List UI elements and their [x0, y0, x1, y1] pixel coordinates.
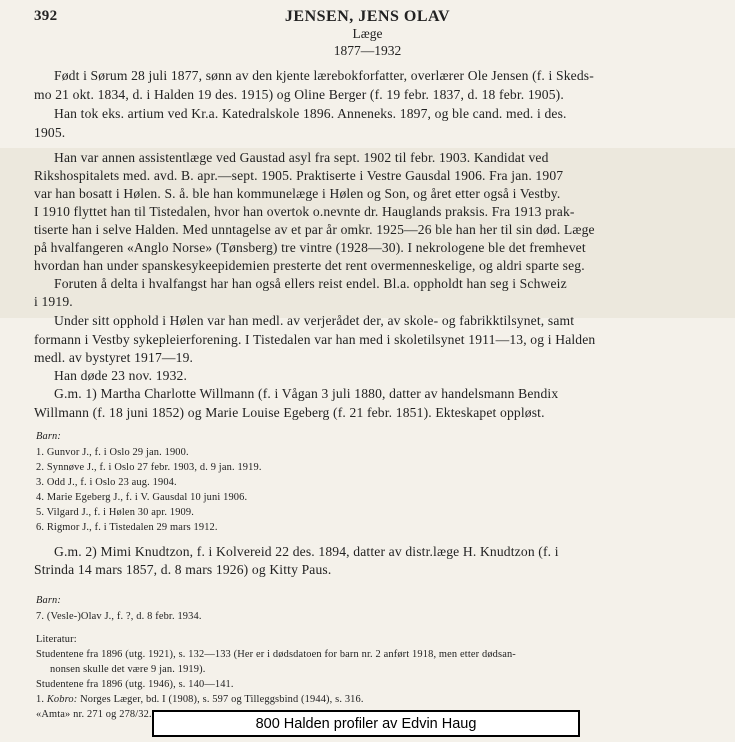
body-line: Han tok eks. artium ved Kr.a. Katedralskole 1896. Anneneks. 1897, og ble cand. med. i des.: [54, 106, 567, 121]
body-line: Willmann (f. 18 juni 1852) og Marie Louise Egeberg (f. 21 febr. 1851). Ekteskapet oppløst.: [34, 405, 545, 420]
body-line: mo 21 okt. 1834, d. i Halden 19 des. 1915) og Oline Berger (f. 19 febr. 1837, d. 18 febr. 1905).: [34, 87, 564, 102]
body-line: I 1910 flyttet han til Tistedalen, hvor han overtok o.nevnte dr. Hauglands praksis. Fra 1913 prak-: [34, 204, 575, 219]
body-line: formann i Vestby sykepleierforening. I Tistedalen var han med i skoletilsynet 1911—13, og i Halden: [34, 332, 596, 347]
body-line: G.m. 2) Mimi Knudtzon, f. i Kolvereid 22 des. 1894, datter av distr.læge H. Knudtzon (f. i: [54, 544, 559, 559]
body-line: var han bosatt i Hølen. S. å. ble han kommunelæge i Hølen og Son, og året etter også i Vestby.: [34, 186, 561, 201]
child-entry: 2. Synnøve J., f. i Oslo 27 febr. 1903, d. 9 jan. 1919.: [36, 462, 262, 473]
body-line: Strinda 14 mars 1857, d. 8 mars 1926) og Kitty Paus.: [34, 562, 332, 577]
child-entry: 7. (Vesle-)Olav J., f. ?, d. 8 febr. 1934.: [36, 611, 202, 622]
body-line: Under sitt opphold i Hølen var han medl. av verjerådet der, av skole- og fabrikktilsynet, samt: [54, 313, 575, 328]
literature-line: 1. Kobro: Norges Læger, bd. I (1908), s. 597 og Tilleggsbind (1944), s. 316.: [36, 694, 364, 705]
literature-line: nonsen skulle det være 9 jan. 1919).: [50, 664, 206, 675]
life-years: 1877—1932: [333, 43, 402, 58]
literature-line: «Amta» nr. 271 og 278/32.: [36, 709, 152, 720]
body-line: Foruten å delta i hvalfangst har han også ellers reist endel. Bl.a. oppholdt han seg i Schweiz: [54, 276, 567, 291]
body-line: G.m. 1) Martha Charlotte Willmann (f. i Vågan 3 juli 1880, datter av handelsmann Bendix: [54, 386, 559, 401]
literature-heading: Literatur:: [36, 634, 77, 645]
children-heading: Barn:: [36, 431, 61, 442]
body-line: hvordan han under spanskesykeepidemien presterte det rent overmenneskelige, og aldri sparte seg.: [34, 258, 585, 273]
body-line: 1905.: [34, 125, 66, 140]
body-line: Født i Sørum 28 juli 1877, sønn av den kjente lærebokforfatter, overlærer Ole Jensen (f. i Skeds-: [54, 68, 594, 83]
body-line: Rikshospitalets med. avd. B. apr.—sept. 1905. Praktiserte i Vestre Gausdal 1906. Fra jan. 1907: [34, 168, 564, 183]
child-entry: 5. Vilgard J., f. i Hølen 30 apr. 1909.: [36, 507, 194, 518]
child-entry: 1. Gunvor J., f. i Oslo 29 jan. 1900.: [36, 447, 189, 458]
literature-line: Studentene fra 1896 (utg. 1921), s. 132—133 (Her er i dødsdatoen for barn nr. 2 anført 1918, men etter dødsan-: [36, 649, 516, 660]
person-name: JENSEN, JENS OLAV: [284, 8, 451, 25]
body-line: i 1919.: [34, 294, 73, 309]
children-heading: Barn:: [36, 595, 61, 606]
profession: Læge: [352, 26, 383, 41]
child-entry: 6. Rigmor J., f. i Tistedalen 29 mars 1912.: [36, 522, 218, 533]
literature-line: Studentene fra 1896 (utg. 1946), s. 140—141.: [36, 679, 234, 690]
body-line: medl. av bystyret 1917—19.: [34, 350, 194, 365]
body-line: tiserte han i selve Halden. Med unntagelse av et par år omkr. 1925—26 ble han her til sin død. Læge: [34, 222, 595, 237]
child-entry: 3. Odd J., f. i Oslo 23 aug. 1904.: [36, 477, 177, 488]
body-line: på hvalfangeren «Anglo Norse» (Tønsberg) tre vintre (1928—30). I nekrologene ble det fremhevet: [34, 240, 586, 255]
page-number: 392: [34, 8, 58, 24]
body-line: Han døde 23 nov. 1932.: [54, 368, 188, 383]
child-entry: 4. Marie Egeberg J., f. i V. Gausdal 10 juni 1906.: [36, 492, 248, 503]
body-line: Han var annen assistentlæge ved Gaustad asyl fra sept. 1902 til febr. 1903. Kandidat ved: [54, 150, 549, 165]
footer-caption: 800 Halden profiler av Edvin Haug: [152, 710, 580, 737]
